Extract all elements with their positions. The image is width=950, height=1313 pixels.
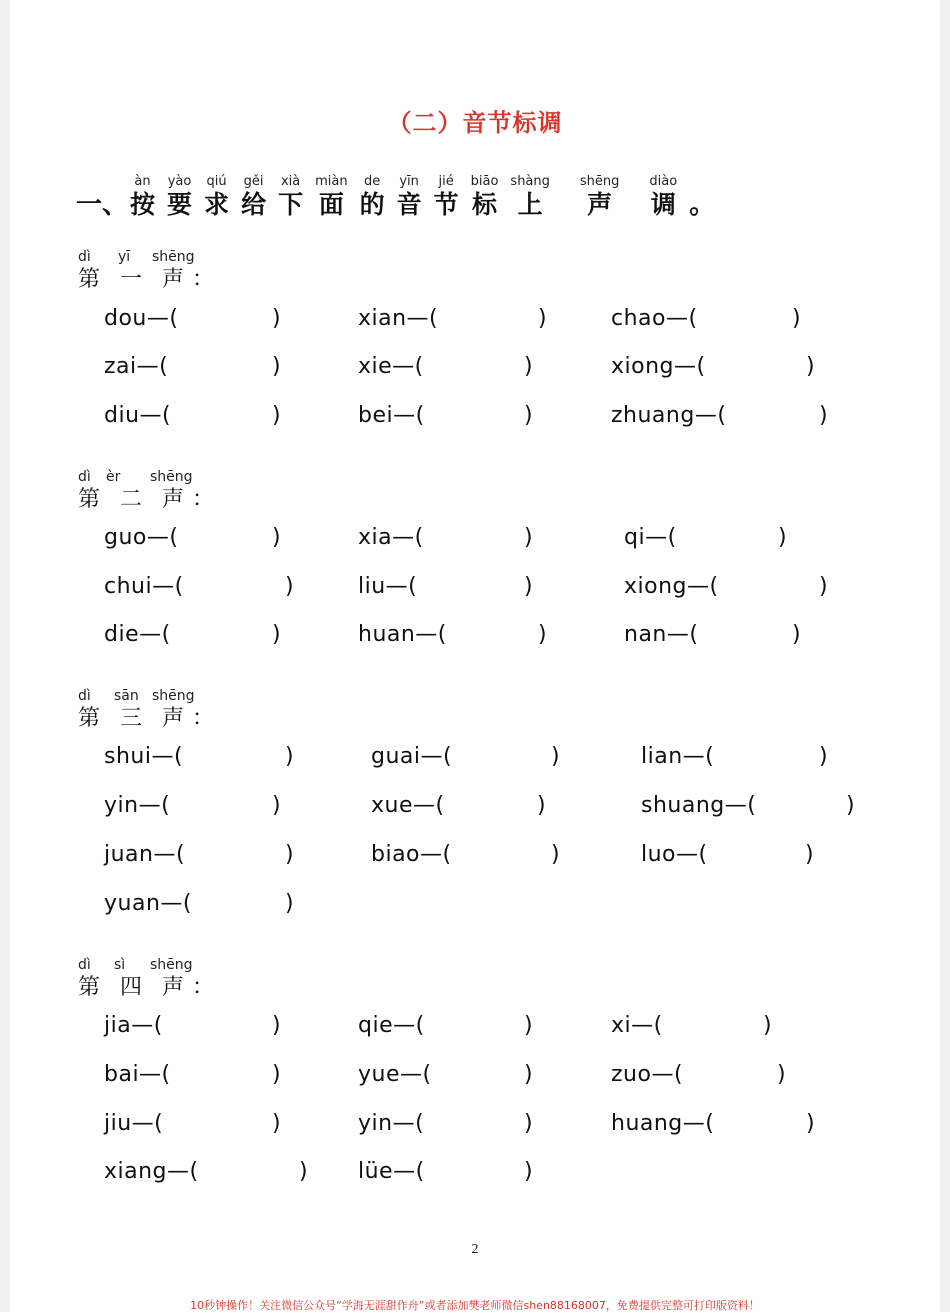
section-hanzi: 第 xyxy=(78,487,101,512)
section-hanzi: 三 xyxy=(120,706,143,731)
question-char: xià 下 xyxy=(278,174,304,219)
question-char: qiú 求 xyxy=(204,174,230,219)
syllable-item[interactable]: biao—( ) xyxy=(371,842,561,867)
section-pinyin: shēng xyxy=(150,469,193,485)
section-pinyin: shēng xyxy=(152,688,195,704)
section-hanzi: ： xyxy=(192,975,215,1000)
question-char: yīn 音 xyxy=(396,174,422,219)
question-char: àn 按 xyxy=(130,174,156,219)
syllable-item[interactable]: chao—( ) xyxy=(611,306,802,331)
section-hanzi: 声 xyxy=(162,487,185,512)
page-number: 2 xyxy=(471,1242,479,1257)
section-hanzi: 一 xyxy=(120,267,143,292)
question-char: yào 要 xyxy=(167,174,193,219)
section-pinyin: sì xyxy=(114,957,126,973)
question-char: de 的 xyxy=(359,174,385,219)
section-hanzi: ： xyxy=(192,487,215,512)
section-heading-first-tone xyxy=(78,249,214,294)
section-hanzi: 声 xyxy=(162,706,185,731)
page-title: （二）音节标调 xyxy=(387,109,563,137)
question-end-mark: 。 xyxy=(689,190,716,220)
syllable-item[interactable]: huan—( ) xyxy=(358,622,548,647)
section-heading-fourth-tone xyxy=(78,957,214,1002)
section-heading-second-tone xyxy=(78,469,214,514)
syllable-item[interactable]: jiu—( ) xyxy=(104,1111,282,1136)
question-char: diào 调 xyxy=(649,174,678,219)
question-char: gěi 给 xyxy=(241,174,267,219)
section-hanzi: 声 xyxy=(162,975,185,1000)
syllable-item[interactable]: xi—( ) xyxy=(611,1013,773,1038)
syllable-item[interactable]: xia—( ) xyxy=(358,525,534,550)
section-hanzi: 二 xyxy=(120,487,143,512)
syllable-item[interactable]: yuan—( ) xyxy=(104,891,295,916)
question-char: biāo 标 xyxy=(470,174,499,219)
syllable-item[interactable]: yin—( ) xyxy=(104,793,282,818)
syllable-item[interactable]: zuo—( ) xyxy=(611,1062,787,1087)
question-char: shàng 上 xyxy=(510,174,550,219)
question-char: jié 节 xyxy=(433,174,459,219)
syllable-item[interactable]: bei—( ) xyxy=(358,403,534,428)
syllable-item[interactable]: juan—( ) xyxy=(104,842,295,867)
section-pinyin: dì xyxy=(78,469,91,485)
syllable-item[interactable]: luo—( ) xyxy=(641,842,815,867)
section-hanzi: 第 xyxy=(78,706,101,731)
syllable-item[interactable]: huang—( ) xyxy=(611,1111,816,1136)
footer-notice: 10秒钟操作！关注微信公众号“学海无涯甜作舟”或者添加樊老师微信shen88168007，免费提供完整可打印版资料！ xyxy=(190,1299,760,1312)
section-hanzi: ： xyxy=(192,267,215,292)
syllable-item[interactable]: xiang—( ) xyxy=(104,1159,309,1184)
syllable-item[interactable]: xue—( ) xyxy=(371,793,547,818)
section-pinyin: dì xyxy=(78,957,91,973)
syllable-item[interactable]: guai—( ) xyxy=(371,744,561,769)
question-char: miàn 面 xyxy=(315,174,348,219)
section-pinyin: shēng xyxy=(152,249,195,265)
syllable-item[interactable]: jia—( ) xyxy=(104,1013,282,1038)
syllable-item[interactable]: chui—( ) xyxy=(104,574,295,599)
syllable-item[interactable]: dou—( ) xyxy=(104,306,282,331)
syllable-item[interactable]: qie—( ) xyxy=(358,1013,534,1038)
syllable-item[interactable]: die—( ) xyxy=(104,622,282,647)
page-edge xyxy=(0,0,10,1312)
syllable-item[interactable]: lüe—( ) xyxy=(358,1159,534,1184)
syllable-item[interactable]: zai—( ) xyxy=(104,354,282,379)
syllable-item[interactable]: guo—( ) xyxy=(104,525,282,550)
section-pinyin: sān xyxy=(114,688,139,704)
syllable-item[interactable]: yin—( ) xyxy=(358,1111,534,1136)
syllable-item[interactable]: nan—( ) xyxy=(624,622,802,647)
section-pinyin: dì xyxy=(78,249,91,265)
syllable-item[interactable]: bai—( ) xyxy=(104,1062,282,1087)
syllable-item[interactable]: shuang—( ) xyxy=(641,793,856,818)
syllable-item[interactable]: liu—( ) xyxy=(358,574,534,599)
section-hanzi: 四 xyxy=(120,975,143,1000)
question-char: shēng 声 xyxy=(579,174,620,219)
section-hanzi: 第 xyxy=(78,267,101,292)
section-pinyin: dì xyxy=(78,688,91,704)
section-hanzi: 第 xyxy=(78,975,101,1000)
section-pinyin: èr xyxy=(106,469,121,485)
section-pinyin: yī xyxy=(118,249,131,265)
syllable-item[interactable]: zhuang—( ) xyxy=(611,403,829,428)
syllable-item[interactable]: xiong—( ) xyxy=(624,574,829,599)
syllable-item[interactable]: xie—( ) xyxy=(358,354,534,379)
syllable-item[interactable]: xiong—( ) xyxy=(611,354,816,379)
syllable-item[interactable]: qi—( ) xyxy=(624,525,788,550)
section-pinyin: shēng xyxy=(150,957,193,973)
syllable-item[interactable]: xian—( ) xyxy=(358,306,548,331)
section-hanzi: 声 xyxy=(162,267,185,292)
section-heading-third-tone xyxy=(78,688,214,733)
question-number: 一、 xyxy=(76,190,129,220)
syllable-item[interactable]: yue—( ) xyxy=(358,1062,534,1087)
syllable-item[interactable]: shui—( ) xyxy=(104,744,295,769)
question-heading xyxy=(76,174,717,220)
syllable-item[interactable]: lian—( ) xyxy=(641,744,829,769)
syllable-item[interactable]: diu—( ) xyxy=(104,403,282,428)
section-hanzi: ： xyxy=(192,706,215,731)
page-edge xyxy=(940,0,950,1312)
